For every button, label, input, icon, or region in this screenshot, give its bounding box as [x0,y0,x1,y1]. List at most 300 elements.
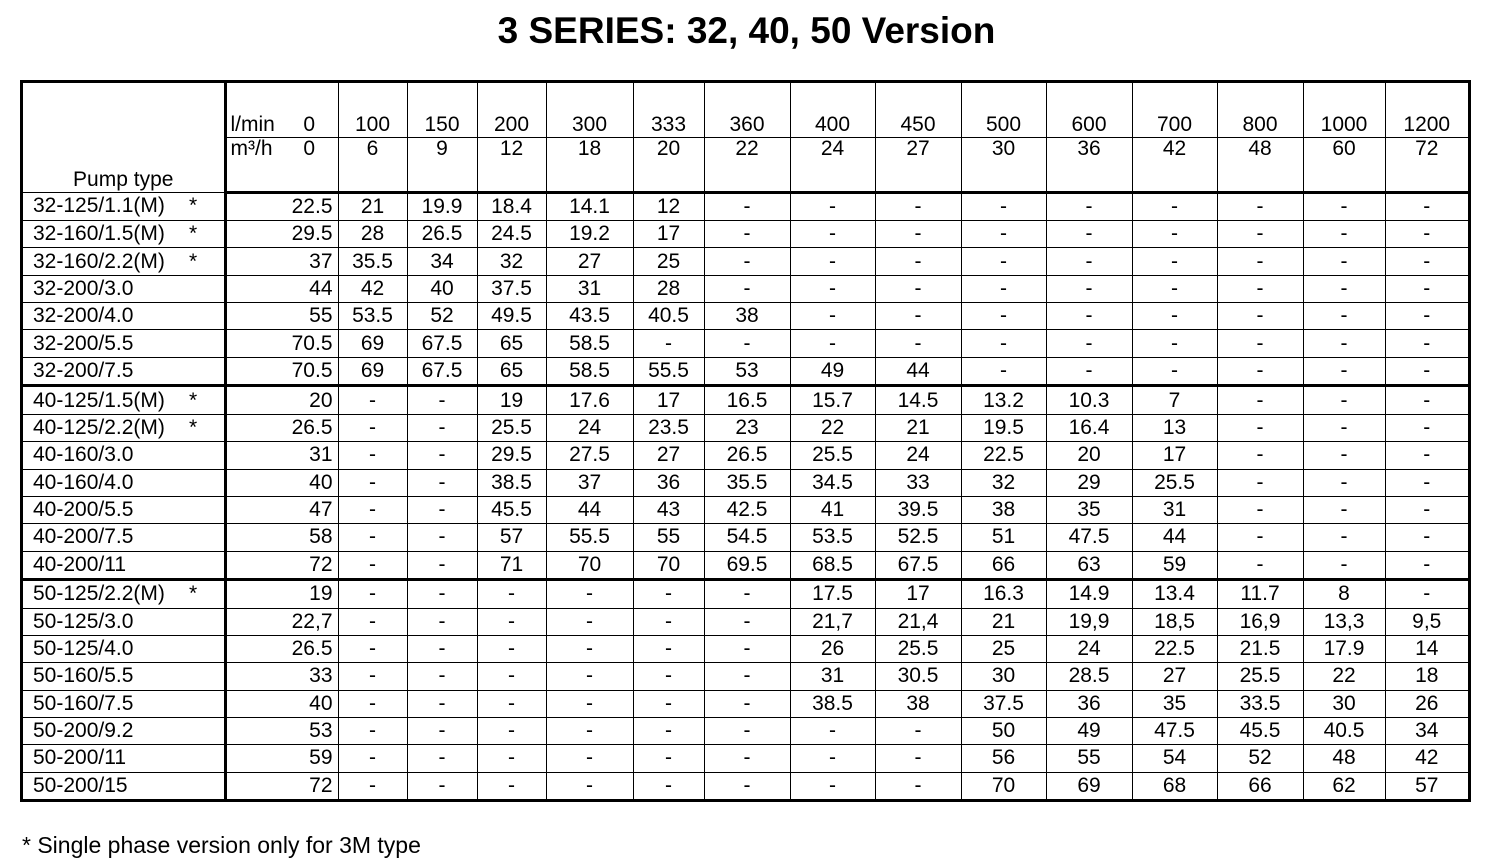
table-cell: 62 [1303,772,1385,799]
header-flow-m3h: 48 [1217,137,1303,192]
table-cell: 72 [309,773,333,797]
table-cell: 67.5 [875,551,961,580]
table-cell: 19 [477,386,546,415]
table-cell: - [1303,330,1385,357]
table-cell: - [546,663,633,690]
pump-type-label: 32-160/2.2(M) [33,249,165,273]
pump-type-label: 50-125/3.0 [33,609,134,633]
table-cell: 63 [1046,551,1132,580]
table-cell: 25 [961,635,1046,662]
table-cell: 40 [225,469,338,496]
pump-type-cell [23,551,225,580]
table-cell: 30 [1303,690,1385,717]
table-cell: 23.5 [633,414,704,441]
table-cell: - [704,330,790,357]
table-cell: 29.5 [477,442,546,469]
table-cell: - [961,248,1046,275]
table-cell: - [338,496,407,523]
table-cell: 16.3 [961,580,1046,609]
table-cell: - [875,330,961,357]
pump-type-cell [23,745,225,772]
table-cell: 33.5 [1217,690,1303,717]
header-flow-lmin: 1200 [1385,83,1468,137]
header-flow-lmin: 400 [790,83,875,137]
table-cell: 37 [225,248,338,275]
table-cell: - [338,524,407,551]
table-cell: 41 [790,496,875,523]
table-cell: 36 [1046,690,1132,717]
table-cell: - [875,192,961,221]
pump-type-cell [23,192,225,221]
table-cell: 26.5 [704,442,790,469]
header-flow-lmin: 800 [1217,83,1303,137]
table-cell: - [477,663,546,690]
header-flow-lmin: 500 [961,83,1046,137]
header-flow-m3h: 27 [875,137,961,192]
table-cell: - [407,442,477,469]
table-row [23,442,1468,469]
table-cell: 17.5 [790,580,875,609]
pump-type-label: 40-160/4.0 [33,470,134,494]
header-flow-lmin: 200 [477,83,546,137]
table-cell: 10.3 [1046,386,1132,415]
table-cell: - [477,580,546,609]
table-cell: - [407,717,477,744]
table-cell: 19.2 [546,221,633,248]
table-cell: 16.4 [1046,414,1132,441]
table-row [23,580,1468,609]
unit-lmin-label: l/min [225,83,281,137]
table-cell: - [704,717,790,744]
table-cell: 23 [704,414,790,441]
table-cell: 47.5 [1046,524,1132,551]
table-cell: 53 [225,717,338,744]
table-cell: 38.5 [790,690,875,717]
pump-type-cell [23,580,225,609]
table-cell: - [633,772,704,799]
pump-type-label: 40-125/1.5(M) [33,388,165,412]
table-cell: 44 [1132,524,1217,551]
table-cell: - [1385,442,1468,469]
table-cell: 42.5 [704,496,790,523]
table-cell: - [961,303,1046,330]
table-row [23,414,1468,441]
table-cell: 37 [546,469,633,496]
table-cell: - [407,414,477,441]
table-cell: 44 [875,357,961,386]
table-cell: - [338,717,407,744]
table-cell: - [704,663,790,690]
table-cell: - [407,608,477,635]
table-cell: 25 [633,248,704,275]
table-cell: 55.5 [633,357,704,386]
table-cell: 49 [1046,717,1132,744]
table-cell: - [790,221,875,248]
table-cell: - [1385,357,1468,386]
table-cell: 52.5 [875,524,961,551]
table-cell: 26.5 [225,414,338,441]
header-flow-lmin: 360 [704,83,790,137]
table-cell: - [1385,386,1468,415]
header-flow-lmin: 150 [407,83,477,137]
header-flow-m3h: 72 [1385,137,1468,192]
table-cell: 51 [961,524,1046,551]
table-cell: - [1217,192,1303,221]
header-flow-lmin: 1000 [1303,83,1385,137]
table-cell: 67.5 [407,330,477,357]
table-row [23,330,1468,357]
table-cell: 53.5 [790,524,875,551]
header-flow-m3h: 20 [633,137,704,192]
table-cell: 29.5 [225,221,338,248]
table-cell: 28 [338,221,407,248]
table-cell: 59 [1132,551,1217,580]
table-cell: 27 [633,442,704,469]
table-cell: 17 [875,580,961,609]
table-cell: - [1217,386,1303,415]
table-cell: 25.5 [477,414,546,441]
table-cell: 22.5 [225,192,338,221]
pump-type-label: 32-200/4.0 [33,304,134,328]
table-cell: 21,7 [790,608,875,635]
table-cell: - [633,745,704,772]
header-flow-m3h: 30 [961,137,1046,192]
table-cell: 22 [790,414,875,441]
table-cell: 24 [875,442,961,469]
table-cell: 45.5 [1217,717,1303,744]
table-cell: 24 [546,414,633,441]
header-flow-m3h: 6 [338,137,407,192]
table-cell: 28 [633,275,704,302]
table-cell: 42 [338,275,407,302]
table-cell: 13 [1132,414,1217,441]
table-row [23,386,1468,415]
table-cell: 33 [875,469,961,496]
table-cell: - [704,275,790,302]
table-cell: - [1385,524,1468,551]
table-cell: - [704,690,790,717]
pump-type-label: 32-125/1.1(M) [33,194,165,218]
table-cell: - [875,717,961,744]
table-cell: 40.5 [1303,717,1385,744]
pump-type-label: 50-160/5.5 [33,664,134,688]
table-cell: 44 [546,496,633,523]
pump-type-cell [23,386,225,415]
table-cell: - [1217,469,1303,496]
table-cell: - [1303,496,1385,523]
table-row [23,221,1468,248]
table-cell: 25.5 [1132,469,1217,496]
table-cell: - [1217,221,1303,248]
table-cell: 35 [1132,690,1217,717]
table-cell: 14.5 [875,386,961,415]
table-cell: 30 [961,663,1046,690]
table-cell: - [1303,221,1385,248]
table-cell: 68 [1132,772,1217,799]
table-cell: - [1132,330,1217,357]
table-cell: - [1046,221,1132,248]
table-cell: 18 [1385,663,1468,690]
header-flow-lmin: 300 [546,83,633,137]
table-cell: 30.5 [875,663,961,690]
table-cell: - [477,608,546,635]
pump-type-cell [23,442,225,469]
header-flow-m3h: 42 [1132,137,1217,192]
table-cell: 29 [1046,469,1132,496]
table-row [23,745,1468,772]
table-cell: 22.5 [961,442,1046,469]
footnote: * Single phase version only for 3M type [22,832,421,858]
table-cell: - [1217,275,1303,302]
header-flow-m3h: 36 [1046,137,1132,192]
header-flow-lmin: 450 [875,83,961,137]
single-phase-marker: * [189,249,198,273]
table-cell: 17 [633,386,704,415]
table-cell: - [477,745,546,772]
pump-type-label: 50-200/15 [33,773,128,797]
table-cell: 8 [1303,580,1385,609]
table-cell: - [1303,551,1385,580]
table-cell: - [1217,496,1303,523]
pump-type-label: 32-200/7.5 [33,359,134,383]
table-cell: 40 [407,275,477,302]
table-cell: - [1217,442,1303,469]
table-cell: - [477,772,546,799]
table-cell: - [1303,414,1385,441]
header-flow-m3h: 0 [281,137,338,192]
pump-type-cell [23,717,225,744]
table-cell: - [477,717,546,744]
table-cell: 27 [1132,663,1217,690]
pump-type-cell [23,275,225,302]
table-cell: 55 [633,524,704,551]
table-cell: 40.5 [633,303,704,330]
pump-type-label: 50-200/9.2 [33,719,134,743]
table-cell: - [338,772,407,799]
table-cell: - [1385,303,1468,330]
table-cell: 28.5 [1046,663,1132,690]
table-cell: 37.5 [477,275,546,302]
table-cell: 58 [225,524,338,551]
table-cell: - [704,580,790,609]
pump-type-label: 50-125/2.2(M) [33,582,165,606]
pump-type-cell [23,221,225,248]
table-cell: - [1217,248,1303,275]
table-cell: 14.1 [546,192,633,221]
pump-type-label: 50-160/7.5 [33,691,134,715]
table-cell: - [407,386,477,415]
table-cell: 37.5 [961,690,1046,717]
header-flow-m3h: 18 [546,137,633,192]
table-row [23,469,1468,496]
header-flow-m3h: 12 [477,137,546,192]
table-cell: - [1046,357,1132,386]
table-cell: - [633,717,704,744]
table-cell: 47.5 [1132,717,1217,744]
table-cell: 70 [633,551,704,580]
table-cell: 70 [546,551,633,580]
table-cell: - [1217,551,1303,580]
table-cell: 55 [225,303,338,330]
table-cell: - [407,663,477,690]
table-cell: - [1132,303,1217,330]
table-cell: 38 [961,496,1046,523]
table-cell: 54.5 [704,524,790,551]
pump-type-cell [23,303,225,330]
table-cell: 57 [1385,772,1468,799]
table-cell: 50 [961,717,1046,744]
table-cell: 20 [1046,442,1132,469]
table-row [23,192,1468,221]
table-cell: 65 [477,330,546,357]
table-cell: - [338,386,407,415]
table-cell: - [633,580,704,609]
pump-type-cell [23,469,225,496]
table-cell: - [407,551,477,580]
table-cell: 69 [1046,772,1132,799]
table-cell: 24.5 [477,221,546,248]
table-cell: - [1132,275,1217,302]
table-cell: - [546,772,633,799]
pump-type-label: 40-160/3.0 [33,443,134,467]
table-cell: - [546,745,633,772]
table-cell: 34.5 [790,469,875,496]
table-cell: 54 [1132,745,1217,772]
table-cell: - [1303,357,1385,386]
table-cell: - [338,690,407,717]
table-cell: 15.7 [790,386,875,415]
table-cell: 25.5 [875,635,961,662]
table-cell: - [338,580,407,609]
pump-type-cell [23,524,225,551]
pump-type-label: 32-160/1.5(M) [33,222,165,246]
table-cell: 21 [338,192,407,221]
table-cell: 34 [407,248,477,275]
table-cell: - [1303,303,1385,330]
header-flow-m3h: 60 [1303,137,1385,192]
table-row [23,772,1468,799]
table-row [23,663,1468,690]
table-cell: - [875,275,961,302]
table-cell: 43 [633,496,704,523]
table-cell: - [875,745,961,772]
table-cell: 57 [477,524,546,551]
table-cell: - [546,608,633,635]
table-cell: 53.5 [338,303,407,330]
table-cell: 22 [1303,663,1385,690]
table-cell: 40 [225,690,338,717]
table-cell: - [1385,469,1468,496]
table-cell: 38 [875,690,961,717]
header-row-m3h [23,137,1468,192]
table-cell: 27 [546,248,633,275]
table-cell: - [704,192,790,221]
table-cell: - [1385,580,1468,609]
header-flow-lmin: 100 [338,83,407,137]
table-cell: 66 [961,551,1046,580]
table-cell: 53 [704,357,790,386]
table-cell: 36 [633,469,704,496]
table-cell: - [1303,275,1385,302]
table-cell: 26 [1385,690,1468,717]
table-cell: 32 [477,248,546,275]
table-cell: 19.5 [961,414,1046,441]
table-cell: - [633,330,704,357]
table-cell: - [1385,551,1468,580]
table-cell: - [704,248,790,275]
table-cell: - [1132,248,1217,275]
table-cell: 18.4 [477,192,546,221]
table-cell: 69 [338,330,407,357]
table-cell: 71 [477,551,546,580]
table-cell: - [790,248,875,275]
table-cell: 35.5 [704,469,790,496]
table-cell: - [1385,414,1468,441]
table-cell: 21.5 [1217,635,1303,662]
table-cell: - [704,608,790,635]
table-cell: 17.6 [546,386,633,415]
table-cell: - [790,303,875,330]
table-cell: - [790,745,875,772]
table-cell: 20 [225,386,338,415]
table-cell: - [1303,248,1385,275]
table-cell: 65 [477,357,546,386]
table-cell: 69.5 [704,551,790,580]
unit-m3h-label: m³/h [225,137,281,192]
table-cell: - [790,275,875,302]
table-cell: - [1132,192,1217,221]
table-cell: - [633,690,704,717]
table-cell: - [1385,496,1468,523]
table-cell: - [1385,248,1468,275]
table-cell: 52 [1217,745,1303,772]
table-cell: - [633,635,704,662]
table-cell: - [1303,524,1385,551]
table-cell: - [1046,192,1132,221]
header-flow-m3h: 9 [407,137,477,192]
table-cell: - [338,663,407,690]
table-cell: - [1303,469,1385,496]
table-cell: - [875,772,961,799]
table-cell: 31 [790,663,875,690]
performance-table-grid [23,83,1468,799]
table-cell: - [1217,303,1303,330]
table-cell: - [790,772,875,799]
table-cell: - [407,524,477,551]
pump-type-cell [23,608,225,635]
table-cell: 19,9 [1046,608,1132,635]
header-row-lmin [23,83,1468,137]
table-cell: 33 [225,663,338,690]
table-cell: 58.5 [546,357,633,386]
pump-type-cell [23,357,225,386]
table-cell: - [961,275,1046,302]
pump-type-label: 40-200/11 [33,552,127,576]
table-cell: 31 [546,275,633,302]
table-row [23,551,1468,580]
table-cell: 9,5 [1385,608,1468,635]
table-cell: 58.5 [546,330,633,357]
table-cell: - [1046,275,1132,302]
pump-type-label: 40-200/5.5 [33,498,134,522]
table-cell: 27.5 [546,442,633,469]
table-cell: - [1046,248,1132,275]
table-cell: 52 [407,303,477,330]
table-cell: - [1385,192,1468,221]
table-cell: 48 [1303,745,1385,772]
pump-type-label: 40-125/2.2(M) [33,415,165,439]
table-cell: 16,9 [1217,608,1303,635]
